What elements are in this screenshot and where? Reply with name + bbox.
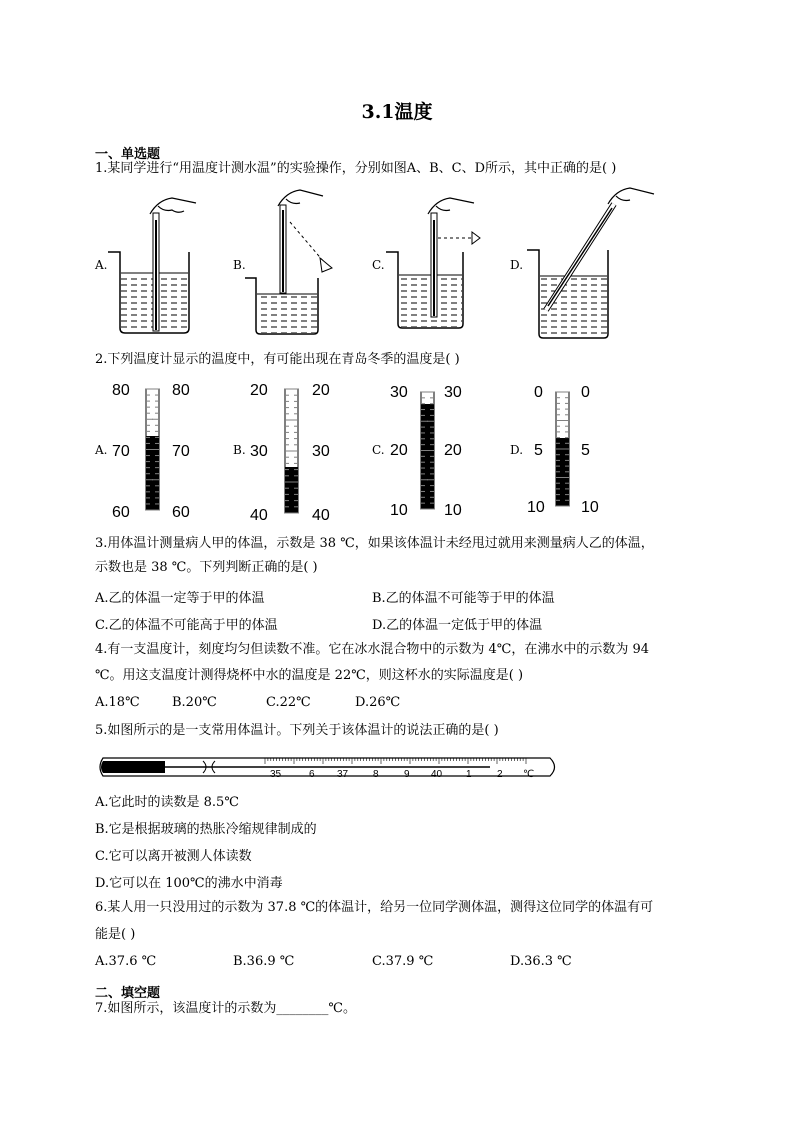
section-heading-fill-blank: 二、填空题: [95, 986, 161, 1001]
svg-text:5: 5: [581, 442, 590, 459]
q4-option-d[interactable]: D.26℃: [355, 695, 401, 710]
q4-option-a[interactable]: A.18℃: [95, 695, 140, 710]
q6-option-d[interactable]: D.36.3 ℃: [510, 954, 572, 969]
thermo-a-mid-left: 70: [112, 443, 130, 460]
q3-option-a[interactable]: A.乙的体温一定等于甲的体温: [95, 591, 265, 606]
question-5-text: 5.如图所示的是一支常用体温计。下列关于该体温计的说法正确的是( ): [95, 723, 499, 738]
q2-option-c-label: C.: [372, 443, 385, 457]
svg-text:30: 30: [390, 384, 408, 401]
q1-beaker-figures: [0, 0, 794, 345]
svg-text:0: 0: [534, 384, 543, 401]
q2-option-a-label: A.: [95, 443, 108, 457]
svg-text:10: 10: [581, 499, 599, 516]
q1-option-d-label: D.: [510, 258, 524, 272]
svg-text:0: 0: [581, 384, 590, 401]
q2-option-b-label: B.: [233, 443, 246, 457]
svg-text:10: 10: [390, 502, 408, 519]
thermo-a-bottom-left: 60: [112, 504, 130, 521]
q2-thermometer-figures: [0, 370, 794, 530]
svg-text:2: 2: [497, 769, 503, 780]
q6-option-a[interactable]: A.37.6 ℃: [95, 954, 157, 969]
question-2-text: 2.下列温度计显示的温度中，有可能出现在青岛冬季的温度是( ): [95, 352, 460, 367]
svg-text:6: 6: [309, 769, 315, 780]
svg-text:20: 20: [312, 382, 330, 399]
svg-text:5: 5: [534, 442, 543, 459]
question-3-line1: 3.用体温计测量病人甲的体温，示数是 38 ℃，如果该体温计未经甩过就用来测量病人乙的体温，: [95, 536, 654, 551]
question-4-line2: ℃。用这支温度计测得烧杯中水的温度是 22℃，则这杯水的实际温度是( ): [95, 668, 524, 683]
clinical-thermometer-figure: [95, 752, 565, 782]
svg-text:10: 10: [527, 499, 545, 516]
q1-option-c-label: C.: [372, 258, 385, 272]
svg-text:30: 30: [312, 443, 330, 460]
q1-option-a-label: A.: [95, 258, 108, 272]
question-6-line1: 6.某人用一只没用过的示数为 37.8 ℃的体温计，给另一位同学测体温，测得这位同学的体温有可: [95, 900, 654, 915]
q3-option-b[interactable]: B.乙的体温不可能等于甲的体温: [372, 591, 555, 606]
q5-option-c[interactable]: C.它可以离开被测人体读数: [95, 849, 252, 864]
section-heading-single-choice: 一、单选题: [95, 147, 161, 162]
svg-text:40: 40: [250, 507, 268, 524]
question-6-line2: 能是( ): [95, 927, 136, 942]
svg-text:30: 30: [444, 384, 462, 401]
beaker-c-diagram: [386, 198, 480, 328]
svg-text:40: 40: [312, 507, 330, 524]
svg-text:9: 9: [404, 769, 410, 780]
q3-option-c[interactable]: C.乙的体温不可能高于甲的体温: [95, 618, 278, 633]
question-3-line2: 示数也是 38 ℃。下列判断正确的是( ): [95, 560, 318, 575]
q2-option-d-label: D.: [510, 443, 524, 457]
svg-text:1: 1: [466, 769, 472, 780]
q1-option-b-label: B.: [233, 258, 246, 272]
q3-option-d[interactable]: D.乙的体温一定低于甲的体温: [372, 618, 543, 633]
thermometer-b: [250, 382, 330, 524]
thermo-a-top-left: 80: [112, 382, 130, 399]
beaker-d-diagram: [527, 188, 654, 338]
q4-option-b[interactable]: B.20℃: [172, 695, 217, 710]
thermo-a-bottom-right: 60: [172, 504, 190, 521]
beaker-a-diagram: [108, 198, 196, 333]
thermometer-d: [527, 384, 599, 516]
svg-text:40: 40: [431, 769, 443, 780]
page-title: 3.1温度: [361, 101, 433, 123]
q6-option-b[interactable]: B.36.9 ℃: [233, 954, 295, 969]
question-1-text: 1.某同学进行“用温度计测水温”的实验操作，分别如图A、B、C、D所示，其中正确的是( ): [95, 161, 617, 176]
svg-text:20: 20: [250, 382, 268, 399]
thermo-a-top-right: 80: [172, 382, 190, 399]
thermometer-a: [112, 382, 190, 521]
svg-text:8: 8: [373, 769, 379, 780]
question-4-line1: 4.有一支温度计，刻度均匀但读数不准。它在冰水混合物中的示数为 4℃，在沸水中的示数为 94: [95, 642, 650, 657]
svg-text:20: 20: [444, 442, 462, 459]
q5-option-b[interactable]: B.它是根据玻璃的热胀冷缩规律制成的: [95, 822, 317, 837]
svg-text:℃: ℃: [523, 769, 535, 780]
svg-text:35: 35: [270, 769, 282, 780]
question-7-text: 7.如图所示，该温度计的示数为________℃。: [95, 1001, 356, 1016]
svg-text:10: 10: [444, 502, 462, 519]
q5-option-a[interactable]: A.它此时的读数是 8.5℃: [95, 795, 239, 810]
q4-option-c[interactable]: C.22℃: [266, 695, 311, 710]
svg-text:20: 20: [390, 442, 408, 459]
svg-text:37: 37: [337, 769, 349, 780]
thermo-a-mid-right: 70: [172, 443, 190, 460]
q6-option-c[interactable]: C.37.9 ℃: [372, 954, 434, 969]
svg-text:30: 30: [250, 443, 268, 460]
beaker-b-diagram: [245, 190, 332, 334]
thermometer-c: [390, 384, 462, 519]
q5-option-d[interactable]: D.它可以在 100℃的沸水中消毒: [95, 876, 283, 891]
